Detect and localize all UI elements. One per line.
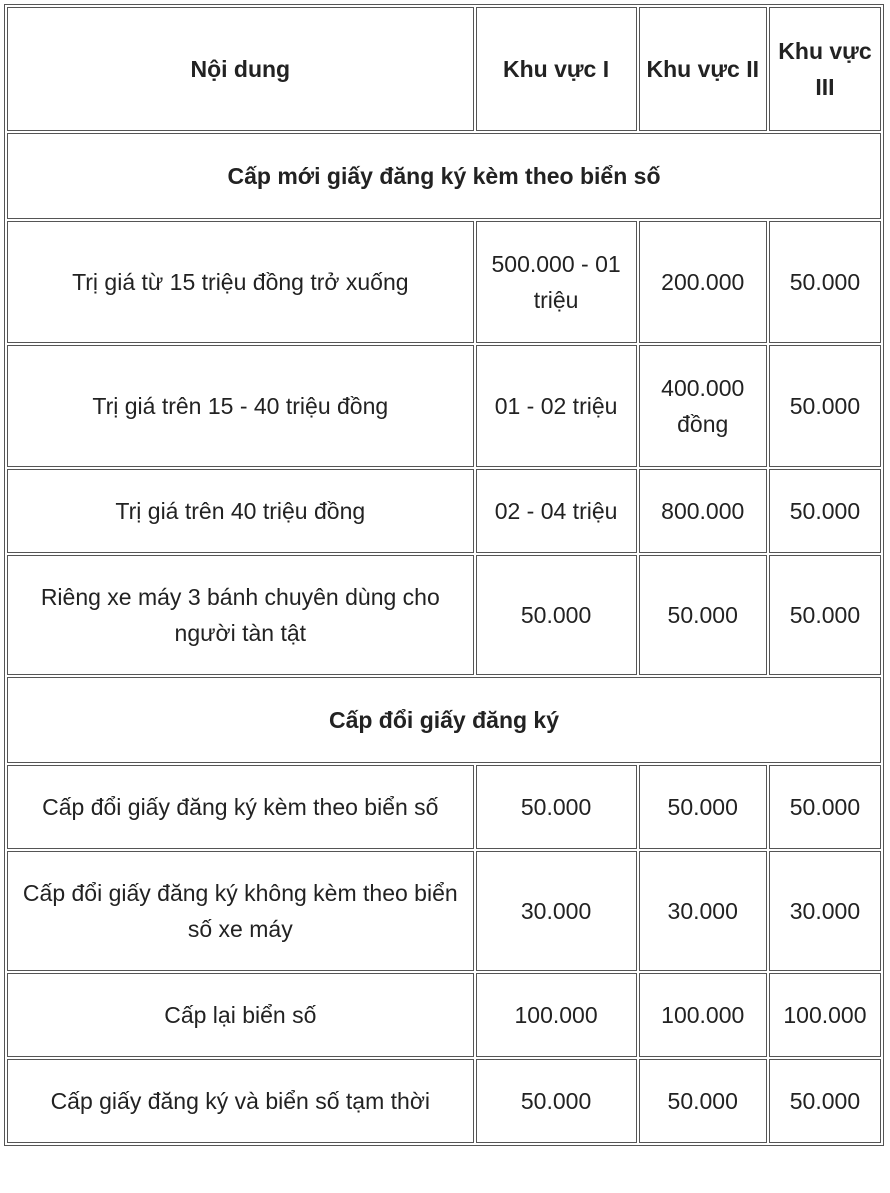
- cell-khu-vuc-3: 50.000: [769, 1059, 881, 1143]
- section-row: [7, 133, 881, 219]
- cell-khu-vuc-2: 50.000: [639, 1059, 767, 1143]
- header-khu-vuc-2: Khu vực II: [639, 7, 767, 131]
- header-khu-vuc-1: Khu vực I: [476, 7, 637, 131]
- table-row: [7, 973, 881, 1057]
- cell-khu-vuc-3: 50.000: [769, 555, 881, 675]
- cell-content: Cấp lại biển số: [7, 973, 474, 1057]
- section-title: Cấp đổi giấy đăng ký: [7, 677, 881, 763]
- cell-content: Trị giá trên 15 - 40 triệu đồng: [7, 345, 474, 467]
- cell-content: Trị giá từ 15 triệu đồng trở xuống: [7, 221, 474, 343]
- cell-content: Riêng xe máy 3 bánh chuyên dùng cho người tàn tật: [7, 555, 474, 675]
- table-row: [7, 851, 881, 971]
- cell-khu-vuc-3: 30.000: [769, 851, 881, 971]
- table-row: [7, 555, 881, 675]
- section-title: Cấp mới giấy đăng ký kèm theo biển số: [7, 133, 881, 219]
- cell-khu-vuc-1: 50.000: [476, 555, 637, 675]
- cell-khu-vuc-1: 50.000: [476, 1059, 637, 1143]
- cell-khu-vuc-1: 500.000 - 01 triệu: [476, 221, 637, 343]
- section-row: [7, 677, 881, 763]
- cell-khu-vuc-1: 02 - 04 triệu: [476, 469, 637, 553]
- cell-khu-vuc-3: 50.000: [769, 765, 881, 849]
- cell-khu-vuc-2: 50.000: [639, 555, 767, 675]
- cell-khu-vuc-2: 400.000 đồng: [639, 345, 767, 467]
- table-row: [7, 221, 881, 343]
- cell-khu-vuc-1: 50.000: [476, 765, 637, 849]
- cell-content: Trị giá trên 40 triệu đồng: [7, 469, 474, 553]
- table-row: [7, 1059, 881, 1143]
- cell-khu-vuc-2: 100.000: [639, 973, 767, 1057]
- table-header-row: [7, 7, 881, 131]
- cell-content: Cấp đổi giấy đăng ký kèm theo biển số: [7, 765, 474, 849]
- cell-khu-vuc-2: 50.000: [639, 765, 767, 849]
- table-row: [7, 345, 881, 467]
- table-row: [7, 765, 881, 849]
- cell-khu-vuc-2: 200.000: [639, 221, 767, 343]
- table-row: [7, 469, 881, 553]
- cell-khu-vuc-1: 100.000: [476, 973, 637, 1057]
- cell-khu-vuc-3: 100.000: [769, 973, 881, 1057]
- header-noi-dung: Nội dung: [7, 7, 474, 131]
- cell-khu-vuc-3: 50.000: [769, 221, 881, 343]
- header-khu-vuc-3: Khu vực III: [769, 7, 881, 131]
- cell-khu-vuc-2: 800.000: [639, 469, 767, 553]
- cell-khu-vuc-1: 30.000: [476, 851, 637, 971]
- cell-khu-vuc-3: 50.000: [769, 345, 881, 467]
- fee-table: [4, 4, 884, 1146]
- cell-khu-vuc-3: 50.000: [769, 469, 881, 553]
- cell-content: Cấp đổi giấy đăng ký không kèm theo biển số xe máy: [7, 851, 474, 971]
- cell-khu-vuc-2: 30.000: [639, 851, 767, 971]
- cell-content: Cấp giấy đăng ký và biển số tạm thời: [7, 1059, 474, 1143]
- cell-khu-vuc-1: 01 - 02 triệu: [476, 345, 637, 467]
